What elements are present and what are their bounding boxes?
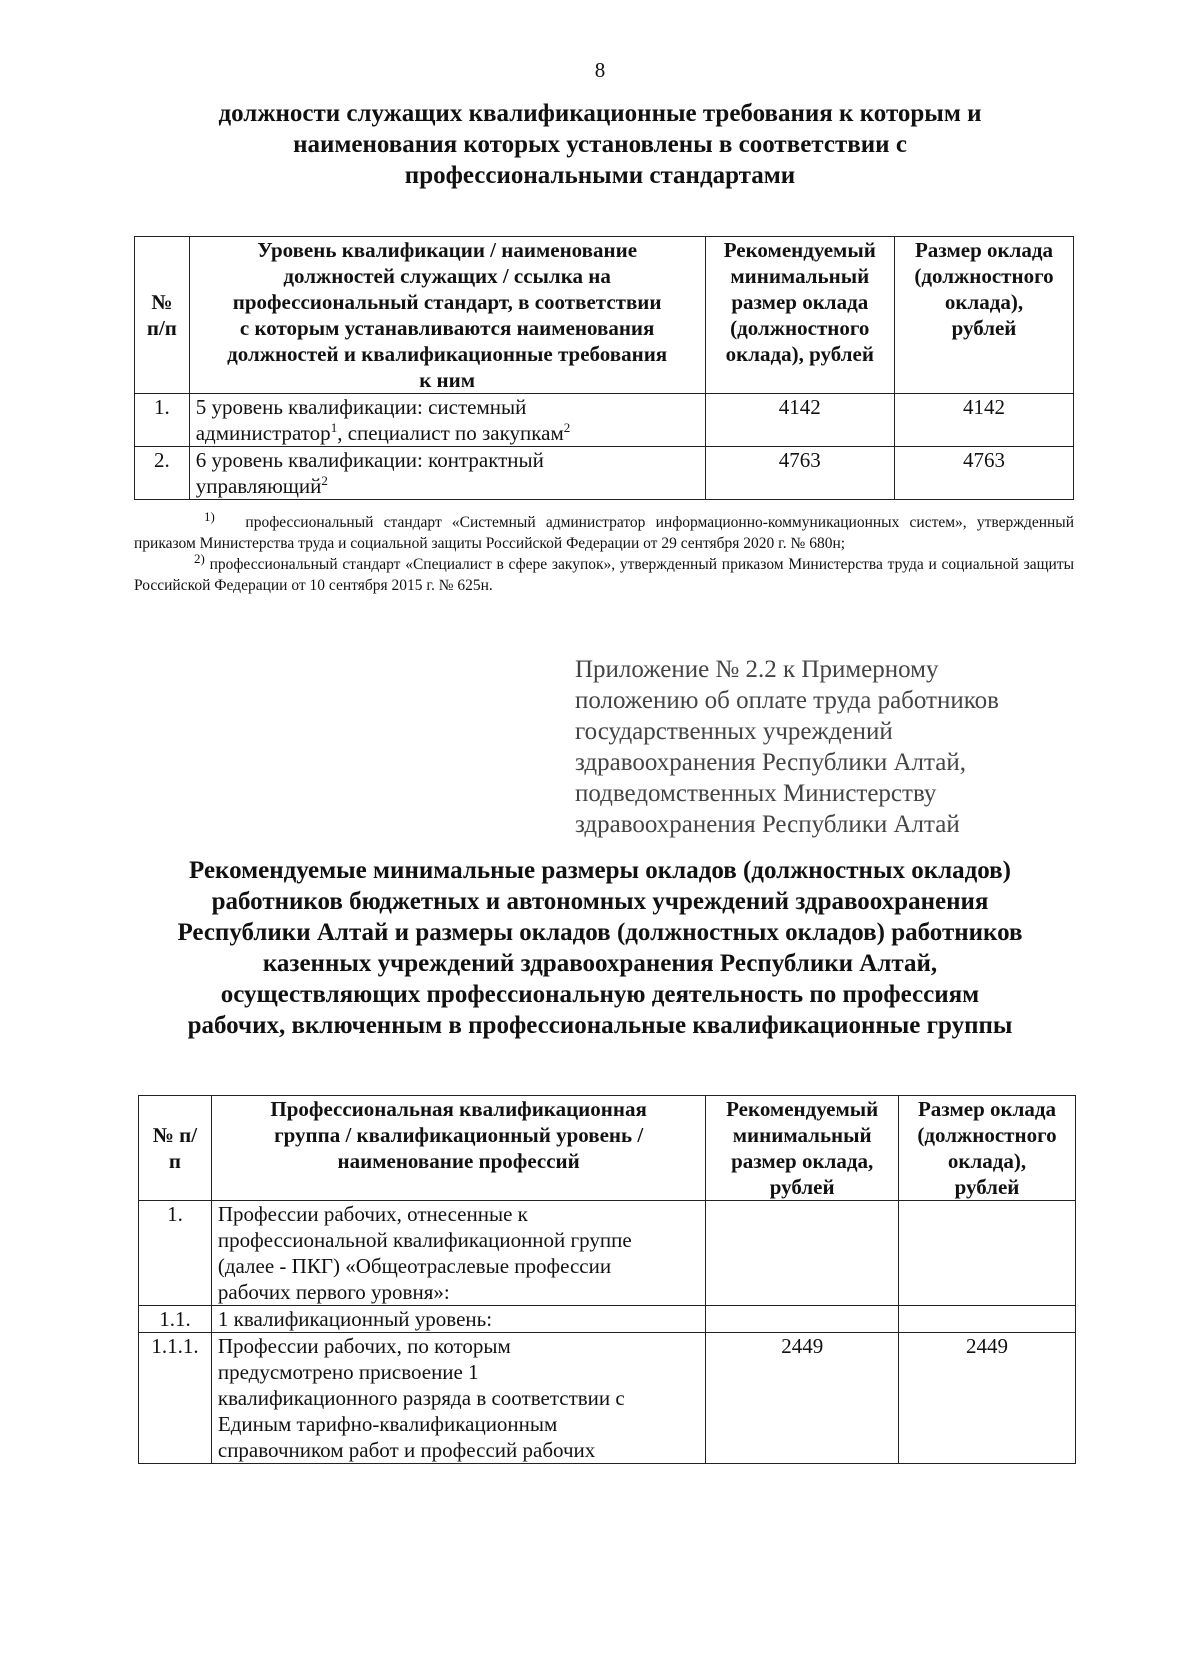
row-recommended: 4142: [705, 394, 894, 447]
header-num: № п/п: [135, 237, 190, 394]
row-salary: 2449: [898, 1333, 1075, 1464]
header-recommended: Рекомендуемый минимальный размер оклада (должностного оклада), рублей: [705, 237, 894, 394]
row-num: 1.1.1.: [139, 1333, 212, 1464]
section-heading: [140, 98, 1060, 191]
row-num: 1.: [135, 394, 190, 447]
header-num: № п/ п: [139, 1096, 212, 1201]
row-group: Профессии рабочих, по которым предусмотрено присвоение 1 квалификационного разряда в соответствии с Единым тарифно-квалификационным справочником работ и профессий рабочих: [211, 1333, 706, 1464]
heading-line: осуществляющих профессиональную деятельность по профессиям: [220, 981, 980, 1008]
table-row: [139, 1306, 1076, 1333]
heading-line: должности служащих квалификационные требования к которым и: [218, 100, 982, 127]
row-recommended: [706, 1306, 899, 1333]
row-level: 6 уровень квалификации: контрактный управляющий$^2$: [189, 447, 705, 500]
header-recommended: Рекомендуемый минимальный размер оклада, рублей: [706, 1096, 899, 1201]
row-level: 5 уровень квалификации: системный администратор$^1$, специалист по закупкам$^2$: [189, 394, 705, 447]
row-salary: [898, 1201, 1075, 1306]
page-number: 8: [594, 58, 606, 82]
row-group: Профессии рабочих, отнесенные к профессиональной квалификационной группе (далее - ПКГ) «Общеотраслевые профессии рабочих первого уровня»:: [211, 1201, 706, 1306]
row-num: 1.1.: [139, 1306, 212, 1333]
appendix-caption: Приложение № 2.2 к Примерному положению об оплате труда работников государственных учреждений здравоохранения Республики Алтай, подведомственных Министерству здравоохранения Республики Алтай: [575, 656, 999, 838]
heading-line: профессиональными стандартами: [404, 162, 796, 189]
heading-line: казенных учреждений здравоохранения Республики Алтай,: [262, 950, 938, 977]
header-group: Профессиональная квалификационная группа / квалификационный уровень / наименование профессий: [211, 1096, 706, 1201]
row-salary: 4763: [895, 447, 1074, 500]
table-row: [139, 1201, 1076, 1306]
document-title: [120, 855, 1080, 1041]
worker-salary-table: [138, 1095, 1076, 1464]
row-recommended: 2449: [706, 1333, 899, 1464]
row-group: 1 квалификационный уровень:: [211, 1306, 706, 1333]
qualification-salary-table: [134, 236, 1074, 500]
heading-line: рабочих, включенным в профессиональные квалификационные группы: [187, 1012, 1013, 1039]
row-salary: 4142: [895, 394, 1074, 447]
row-salary: [898, 1306, 1075, 1333]
table-header-row: [135, 237, 1074, 394]
header-salary: Размер оклада (должностного оклада), рублей: [898, 1096, 1075, 1201]
header-level: Уровень квалификации / наименование должностей служащих / ссылка на профессиональный стандарт, в соответствии с которым устанавливаются наименования должностей и квалификационные требования к ним: [189, 237, 705, 394]
header-salary: Размер оклада (должностного оклада), рублей: [895, 237, 1074, 394]
footnote-1: $^{1)}$ профессиональный стандарт «Системный администратор информационно-коммуникационных систем», утвержденный приказом Министерства труда и социальной защиты Российской Федерации от 29 сентября 2020 г. № 680н;: [134, 508, 1075, 552]
heading-line: Республики Алтай и размеры окладов (должностных окладов) работников: [177, 919, 1023, 946]
footnote-2: $^{2)}$ профессиональный стандарт «Специалист в сфере закупок», утвержденный приказом Министерства труда и социальной защиты Российской Федерации от 10 сентября 2015 г. № 625н.: [134, 550, 1075, 594]
row-num: 2.: [135, 447, 190, 500]
table-row: [135, 394, 1074, 447]
row-recommended: 4763: [705, 447, 894, 500]
table-row: [135, 447, 1074, 500]
row-recommended: [706, 1201, 899, 1306]
table-header-row: [139, 1096, 1076, 1201]
heading-line: наименования которых установлены в соответствии с: [293, 131, 907, 158]
heading-line: Рекомендуемые минимальные размеры окладов (должностных окладов): [189, 857, 1011, 884]
footnotes: [134, 508, 1075, 596]
row-num: 1.: [139, 1201, 212, 1306]
heading-line: работников бюджетных и автономных учреждений здравоохранения: [211, 888, 989, 915]
table-row: [139, 1333, 1076, 1464]
